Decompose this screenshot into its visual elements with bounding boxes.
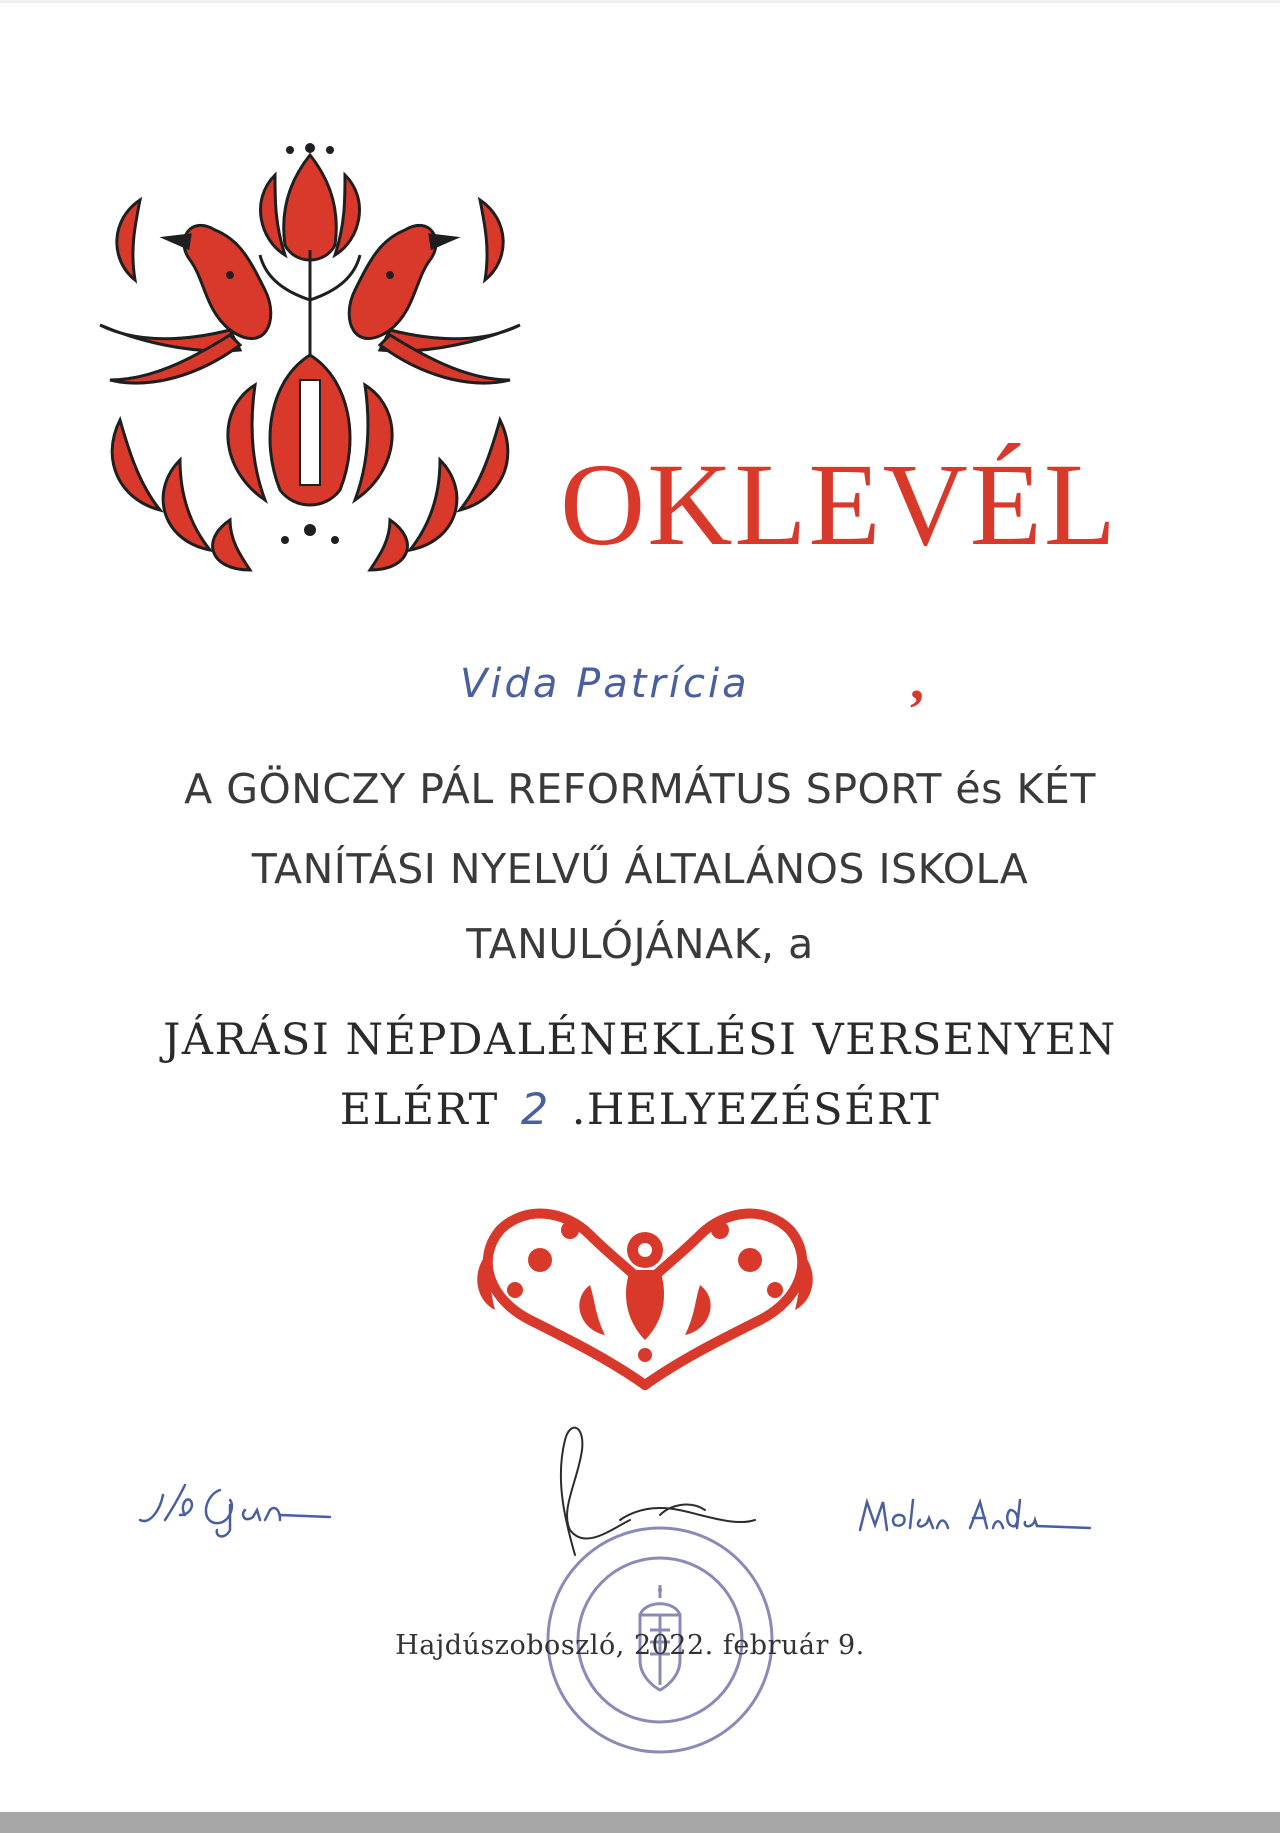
recipient-name: Vida Patrícia (460, 661, 750, 707)
body-line: TANÍTÁSI NYELVŰ ÁLTALÁNOS ISKOLA (251, 845, 1029, 893)
scan-bottom-edge (0, 1812, 1280, 1833)
achievement-suffix: .HELYEZÉSÉRT (571, 1085, 941, 1135)
achievement-prefix: ELÉRT (339, 1085, 499, 1135)
issue-date-line: Hajdúszoboszló, 2022. február 9. (395, 1630, 865, 1661)
placement-number: 2 (520, 1085, 550, 1135)
achievement-line (60, 1085, 1220, 1135)
folk-heart-ornament-icon (470, 1190, 820, 1390)
signature-left (135, 1475, 335, 1545)
signature-right (855, 1490, 1095, 1550)
recipient-line (440, 650, 960, 735)
diploma-title: OKLEVÉL (560, 439, 1118, 570)
recipient-comma: , (910, 650, 924, 712)
competition-name: JÁRÁSI NÉPDALÉNEKLÉSI VERSENYEN (163, 1015, 1117, 1065)
body-line: TANULÓJÁNAK, a (466, 920, 814, 968)
body-line: A GÖNCZY PÁL REFORMÁTUS SPORT és KÉT (184, 765, 1096, 813)
scan-top-edge (0, 0, 1280, 3)
folk-birds-tulip-ornament-icon (80, 140, 540, 580)
